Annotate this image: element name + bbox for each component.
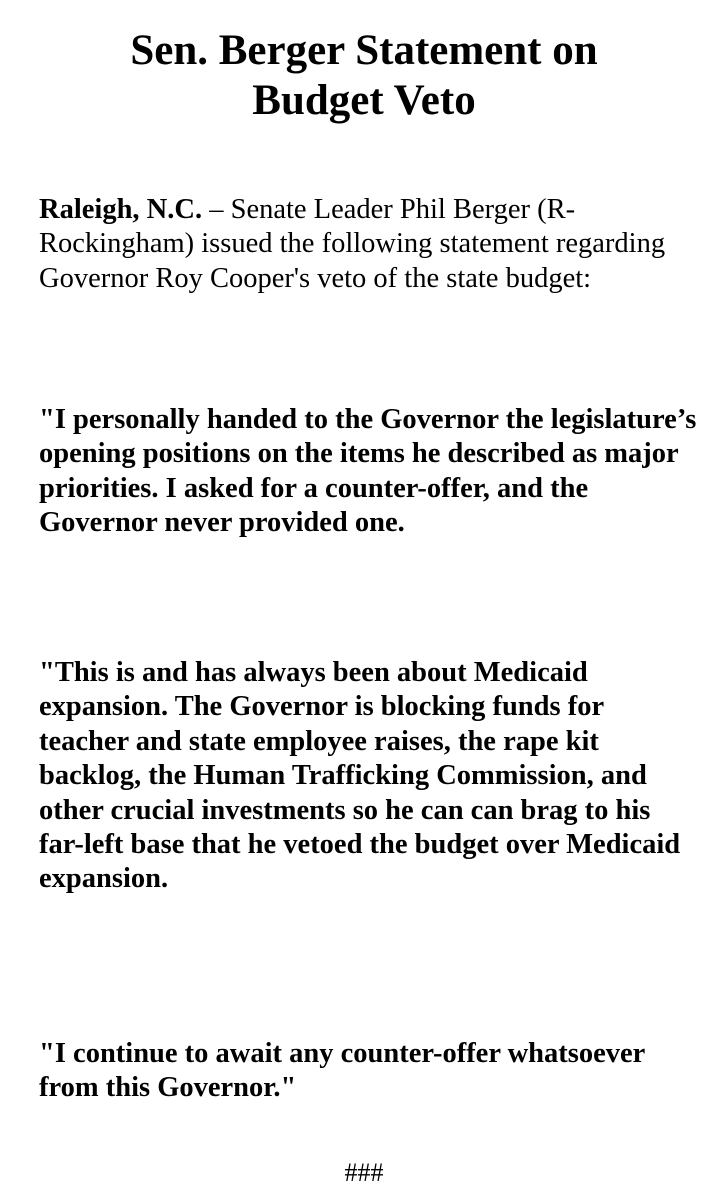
- end-mark: ###: [344, 1158, 384, 1187]
- title-line-2: Budget Veto: [252, 77, 476, 124]
- title-line-1: Sen. Berger Statement on: [130, 27, 598, 74]
- intro-text: – Senate Leader Phil Berger (R-Rockingham) issued the following statement regarding Governor Roy Cooper's veto of the state budget:: [39, 194, 666, 294]
- quote-paragraph-2: "This is and has always been about Medicaid expansion. The Governor is blocking funds for teacher and state employee raises, the rape kit backlog, the Human Trafficking Commission, and other crucial investments so he can can brag to his far-left base that he vetoed the budget over Medicaid expansion.: [39, 657, 681, 895]
- page-title: [0, 26, 728, 126]
- quote-paragraph-3: "I continue to await any counter-offer whatsoever from this Governor.": [39, 1038, 645, 1104]
- quote-paragraph-1: "I personally handed to the Governor the legislature’s opening positions on the items he described as major priorities. I asked for a counter-offer, and the Governor never provided one.: [39, 404, 697, 539]
- dateline: Raleigh, N.C.: [39, 194, 203, 225]
- intro-paragraph: [39, 193, 699, 296]
